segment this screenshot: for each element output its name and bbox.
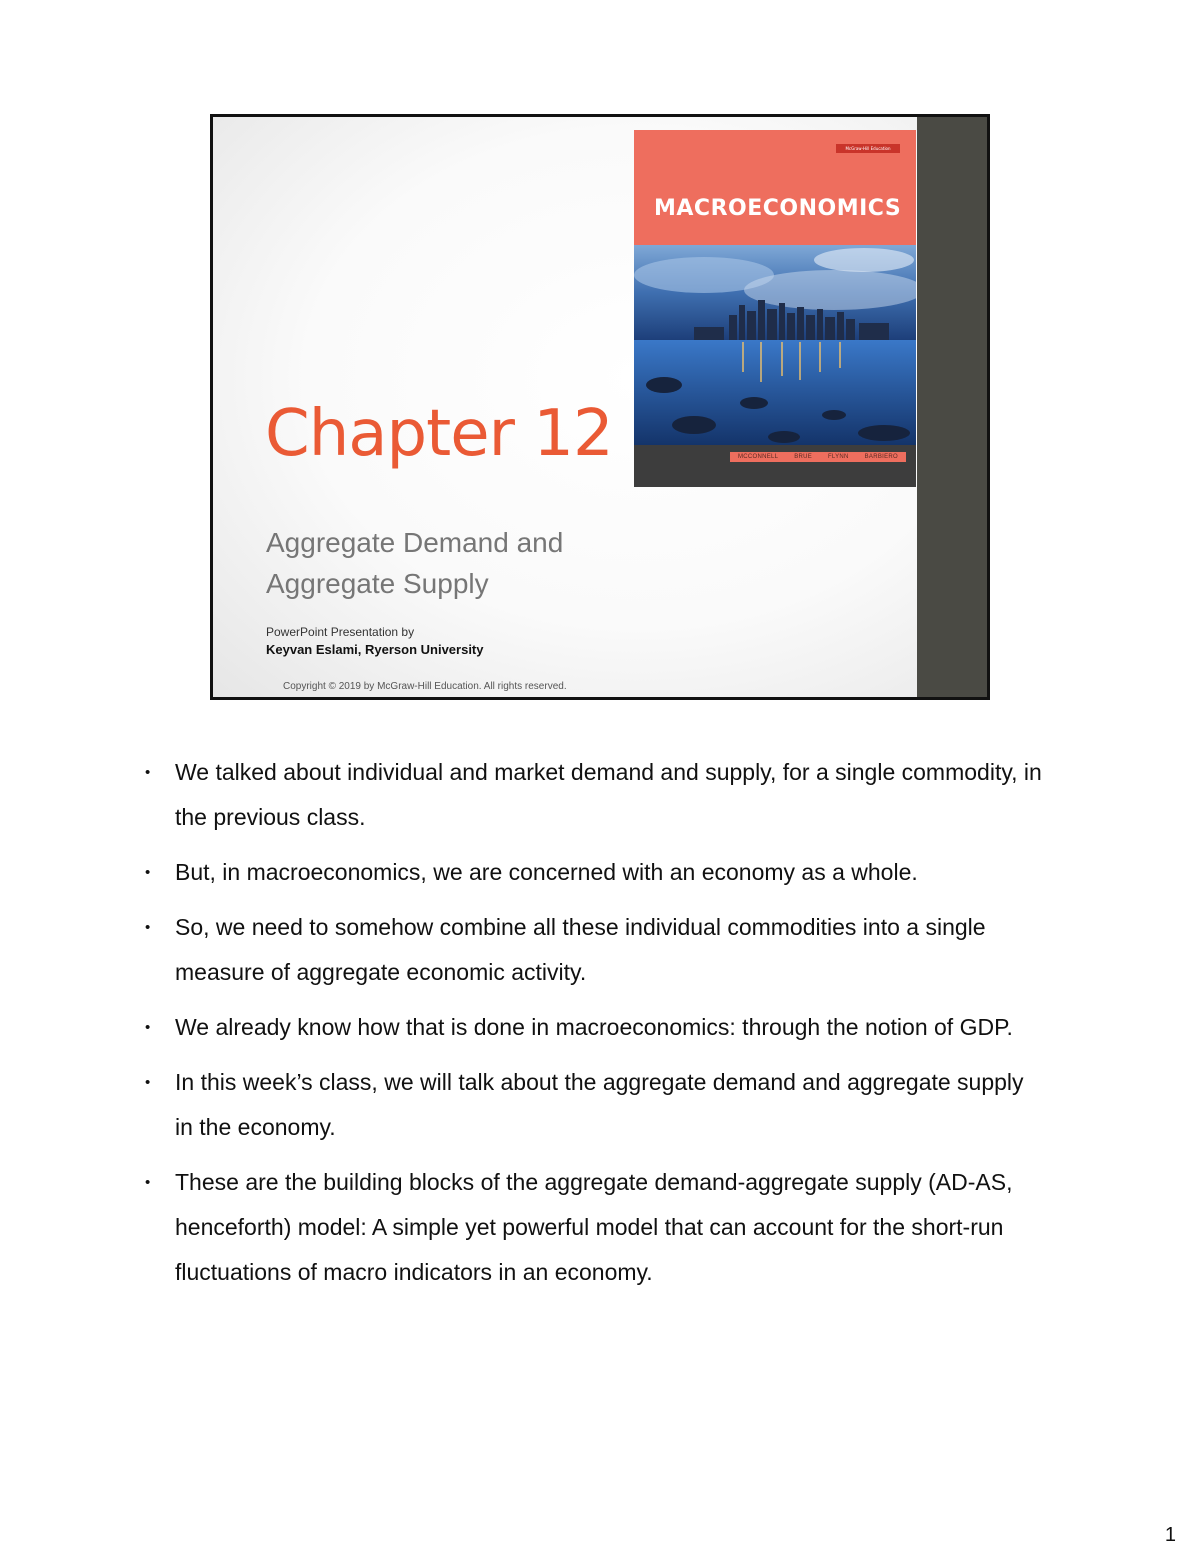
note-text: So, we need to somehow combine all these individual commodities into a single measure of aggregate economic activity.	[175, 914, 986, 985]
note-item	[145, 1005, 1045, 1050]
bullet-icon: •	[145, 1174, 151, 1191]
chapter-title: Chapter 12	[265, 397, 613, 471]
note-item	[145, 750, 1045, 840]
notes-list	[145, 750, 1045, 1305]
presentation-by-label: PowerPoint Presentation by	[266, 625, 415, 639]
chapter-subtitle	[266, 522, 563, 604]
author-name: Keyvan Eslami, Ryerson University	[266, 642, 484, 657]
note-text: We talked about individual and market demand and supply, for a single commodity, in the previous class.	[175, 759, 1042, 830]
bullet-icon: •	[145, 1019, 151, 1036]
cover-authors-band	[730, 452, 906, 462]
note-item	[145, 1060, 1045, 1150]
note-item	[145, 905, 1045, 995]
cover-author: BRUE	[794, 454, 813, 460]
cover-title-band	[634, 130, 916, 245]
cover-author: MCCONNELL	[737, 454, 779, 460]
subtitle-line: Aggregate Demand and	[266, 527, 564, 558]
cover-title: MACROECONOMICS	[654, 196, 902, 221]
cover-author: BARBIERO	[864, 454, 899, 460]
book-cover	[634, 130, 916, 487]
city-skyline-image	[634, 245, 916, 445]
cover-author: FLYNN	[827, 454, 849, 460]
page-number: 1	[1164, 1524, 1176, 1546]
bullet-icon: •	[145, 1074, 151, 1091]
bullet-icon: •	[145, 919, 151, 936]
note-item	[145, 850, 1045, 895]
note-item	[145, 1160, 1045, 1295]
bullet-icon: •	[145, 764, 151, 781]
note-text: In this week’s class, we will talk about the aggregate demand and aggregate supply in the economy.	[175, 1069, 1024, 1140]
note-text: We already know how that is done in macroeconomics: through the notion of GDP.	[175, 1014, 1013, 1040]
copyright-notice: Copyright © 2019 by McGraw-Hill Education. All rights reserved.	[283, 681, 567, 692]
note-text: But, in macroeconomics, we are concerned with an economy as a whole.	[175, 859, 918, 885]
note-text: These are the building blocks of the aggregate demand-aggregate supply (AD-AS, henceforth) model: A simple yet powerful model that can account for the short-run fluctuations of macro indicators in an economy.	[175, 1169, 1013, 1285]
slide-sidebar-strip	[917, 117, 987, 697]
publisher-badge: McGraw-Hill Education	[836, 144, 900, 153]
bullet-icon: •	[145, 864, 151, 881]
subtitle-line: Aggregate Supply	[266, 568, 489, 599]
slide-thumbnail	[210, 114, 990, 700]
